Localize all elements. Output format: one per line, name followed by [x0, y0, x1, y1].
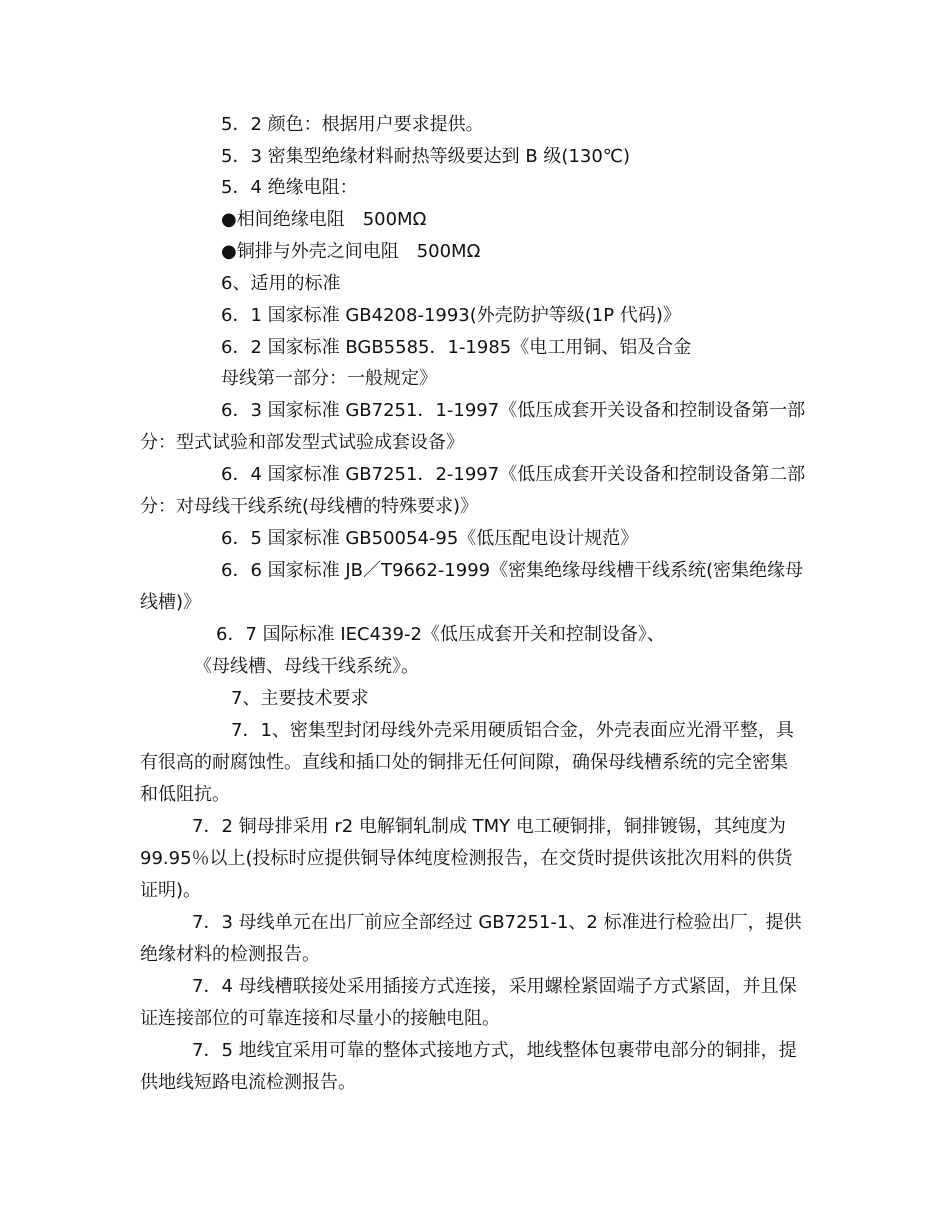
text-line: ●相间绝缘电阻 500MΩ [221, 209, 427, 230]
text-line: 99.95％以上(投标时应提供铜导体纯度检测报告，在交货时提供该批次用料的供货 [140, 848, 793, 869]
text-line: 6．1 国家标准 GB4208-1993(外壳防护等级(1P 代码)》 [221, 305, 681, 326]
section-heading: 7、主要技术要求 [231, 688, 369, 709]
text-line: 6．6 国家标准 JB／T9662-1999《密集绝缘母线槽干线系统(密集绝缘母 [221, 560, 804, 581]
text-line: 5．4 绝缘电阻： [221, 177, 358, 198]
section-heading: 6、适用的标准 [221, 273, 341, 294]
text-line: 和低阻抗。 [140, 784, 230, 805]
text-line: 分：型式试验和部发型式试验成套设备》 [140, 432, 464, 453]
text-line: 供地线短路电流检测报告。 [140, 1072, 356, 1093]
text-line: 7．5 地线宜采用可靠的整体式接地方式，地线整体包裹带电部分的铜排，提 [192, 1040, 797, 1061]
text-line: 分：对母线干线系统(母线槽的特殊要求)》 [140, 496, 479, 517]
text-line: ●铜排与外壳之间电阻 500MΩ [221, 241, 481, 262]
text-line: 7．2 铜母排采用 r2 电解铜轧制成 TMY 电工硬铜排，铜排镀锡，其纯度为 [192, 816, 786, 837]
text-line: 证连接部位的可靠连接和尽量小的接触电阻。 [140, 1008, 500, 1029]
text-line: 6．7 国际标准 IEC439-2《低压成套开关和控制设备》、 [216, 624, 665, 645]
text-line: 母线第一部分：一般规定》 [221, 368, 437, 389]
text-line: 《母线槽、母线干线系统》。 [194, 656, 419, 677]
text-line: 有很高的耐腐蚀性。直线和插口处的铜排无任何间隙，确保母线槽系统的完全密集 [140, 752, 788, 773]
text-line: 6．4 国家标准 GB7251．2-1997《低压成套开关设备和控制设备第二部 [221, 464, 806, 485]
text-line: 7．4 母线槽联接处采用插接方式连接，采用螺栓紧固端子方式紧固，并且保 [192, 976, 797, 997]
text-line: 7．1、密集型封闭母线外壳采用硬质铝合金，外壳表面应光滑平整，具 [231, 720, 794, 741]
text-line: 证明)。 [140, 880, 202, 901]
text-line: 线槽)》 [140, 592, 202, 613]
text-line: 6．5 国家标准 GB50054-95《低压配电设计规范》 [221, 528, 639, 549]
text-line: 6．2 国家标准 BGB5585．1-1985《电工用铜、铝及合金 [221, 337, 692, 358]
text-line: 5．3 密集型绝缘材料耐热等级要达到 B 级(130℃) [221, 146, 631, 167]
text-line: 6．3 国家标准 GB7251．1-1997《低压成套开关设备和控制设备第一部 [221, 400, 806, 421]
text-line: 绝缘材料的检测报告。 [140, 944, 320, 965]
text-line: 5．2 颜色：根据用户要求提供。 [221, 114, 484, 135]
text-line: 7．3 母线单元在出厂前应全部经过 GB7251-1、2 标准进行检验出厂，提供 [192, 912, 802, 933]
